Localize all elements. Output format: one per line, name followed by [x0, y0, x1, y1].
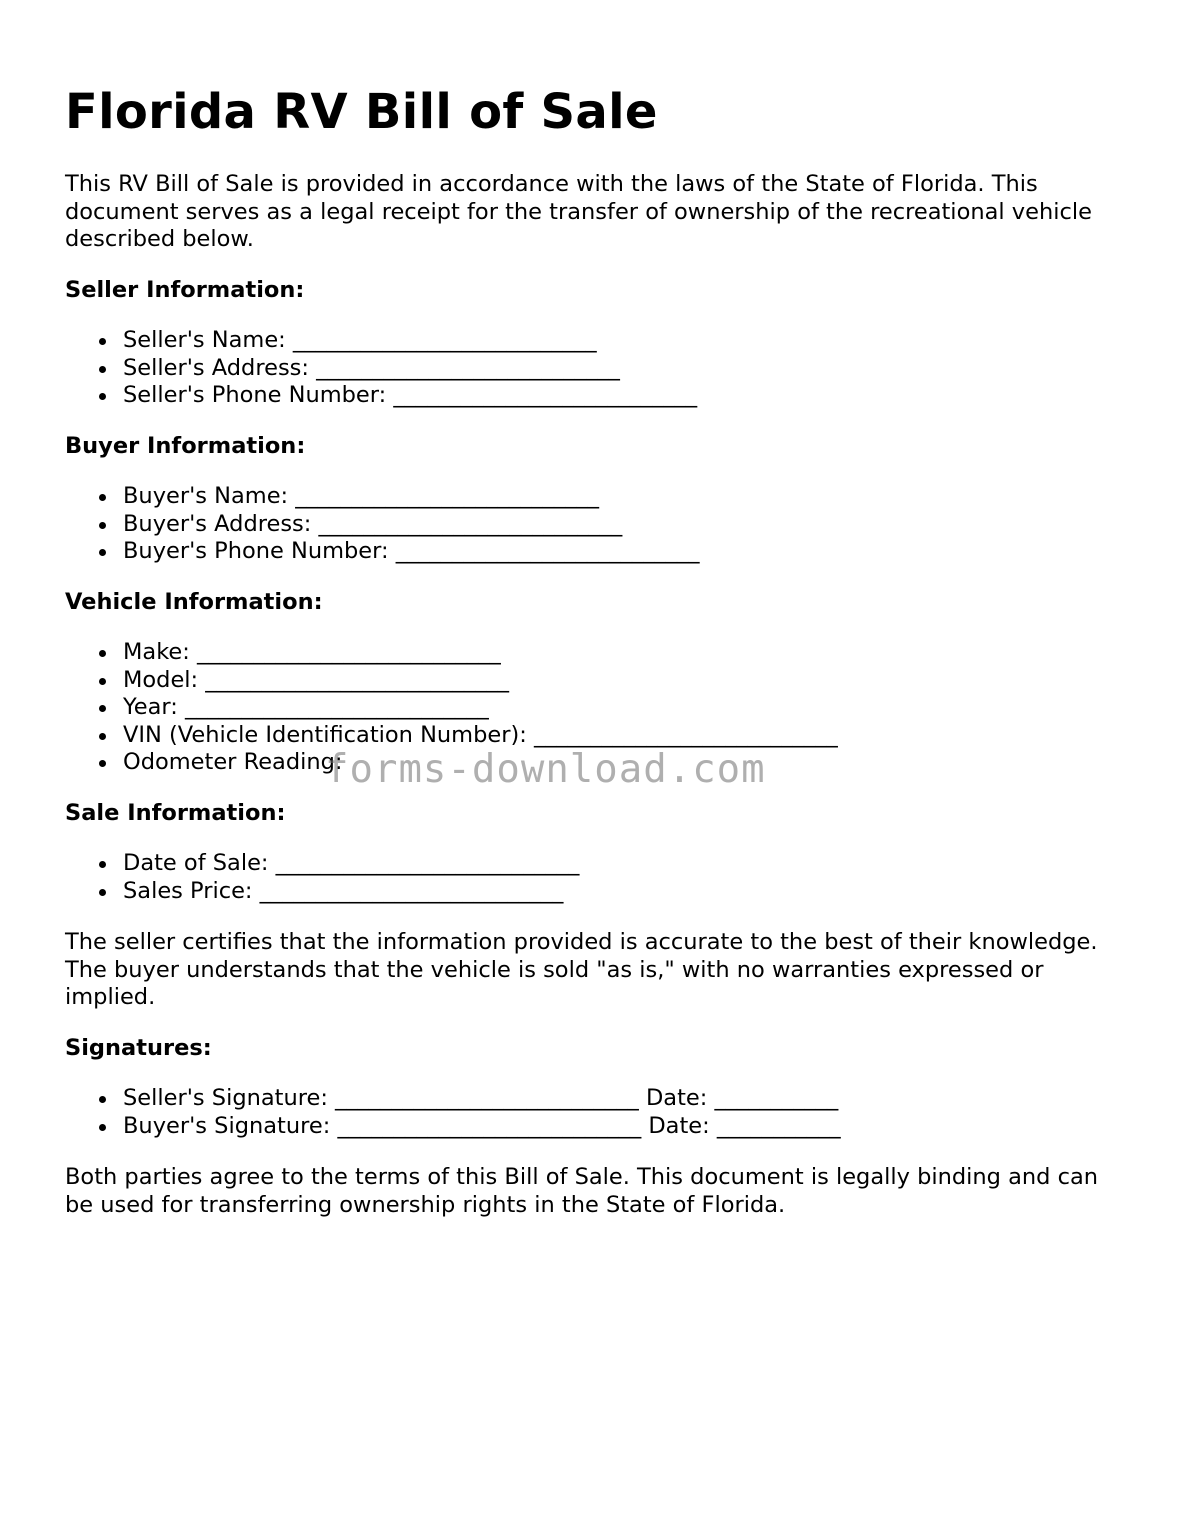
- seller-name-field: Seller's Name: ___________________________: [65, 327, 697, 355]
- buyer-name-field: Buyer's Name: ___________________________: [65, 483, 700, 511]
- buyer-phone-field: Buyer's Phone Number: ___________________________: [65, 538, 700, 566]
- closing-paragraph: Both parties agree to the terms of this Bill of Sale. This document is legally binding and can be used for transferring ownership rights in the State of Florida.: [65, 1164, 1099, 1218]
- seller-address-field: Seller's Address: ___________________________: [65, 355, 697, 383]
- buyer-section-heading: Buyer Information:: [65, 433, 306, 459]
- seller-fields-list: [65, 327, 697, 410]
- vehicle-section-heading: Vehicle Information:: [65, 589, 323, 615]
- signatures-list: [65, 1085, 841, 1140]
- vehicle-make-field: Make: ___________________________: [65, 639, 838, 667]
- seller-phone-field: Seller's Phone Number: ___________________________: [65, 382, 697, 410]
- sale-price-field: Sales Price: ___________________________: [65, 878, 579, 906]
- page-title: Florida RV Bill of Sale: [65, 84, 658, 140]
- buyer-signature-field: Buyer's Signature: ___________________________ Date: ___________: [65, 1113, 841, 1141]
- certification-paragraph: The seller certifies that the information provided is accurate to the best of their knowledge. The buyer understands that the vehicle is sold "as is," with no warranties expressed or implied.: [65, 929, 1098, 1010]
- vehicle-vin-field: VIN (Vehicle Identification Number): ___________________________: [65, 722, 838, 750]
- buyer-address-field: Buyer's Address: ___________________________: [65, 511, 700, 539]
- sale-fields-list: [65, 850, 579, 905]
- sale-date-field: Date of Sale: ___________________________: [65, 850, 579, 878]
- vehicle-model-field: Model: ___________________________: [65, 667, 838, 695]
- vehicle-fields-list: [65, 639, 838, 777]
- buyer-fields-list: [65, 483, 700, 566]
- sale-section-heading: Sale Information:: [65, 800, 286, 826]
- vehicle-odometer-field: Odometer Reading:: [65, 749, 838, 777]
- signatures-section-heading: Signatures:: [65, 1035, 212, 1061]
- seller-signature-field: Seller's Signature: ___________________________ Date: ___________: [65, 1085, 841, 1113]
- intro-paragraph: This RV Bill of Sale is provided in accordance with the laws of the State of Florida. This document serves as a legal receipt for the transfer of ownership of the recreational vehicle described below.: [65, 171, 1092, 252]
- watermark-text: forms-download.com: [325, 747, 766, 792]
- seller-section-heading: Seller Information:: [65, 277, 305, 303]
- vehicle-year-field: Year: ___________________________: [65, 694, 838, 722]
